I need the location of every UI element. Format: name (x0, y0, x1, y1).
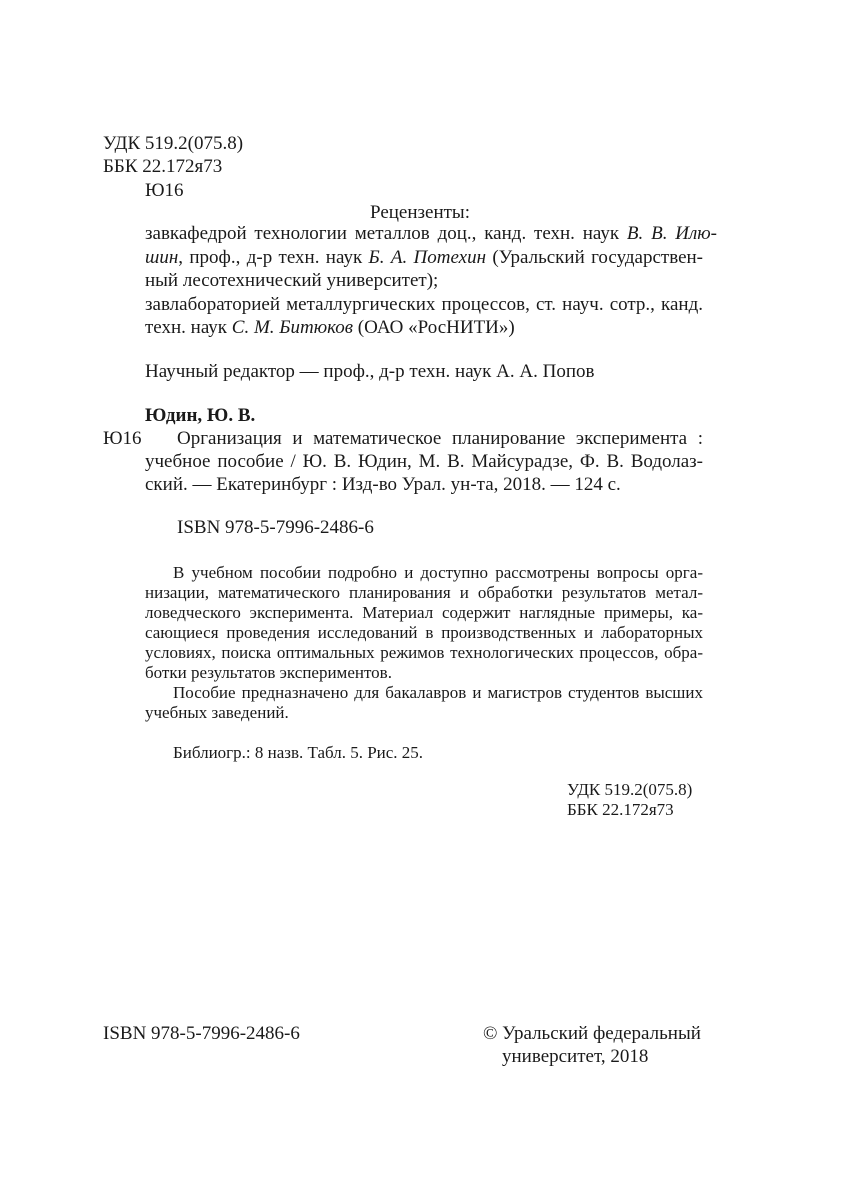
abstract-line: условиях, поиска оптимальных режимов технологических процессов, обра- (145, 643, 703, 662)
footer-isbn: ISBN 978-5-7996-2486-6 (103, 1023, 300, 1044)
record-isbn: ISBN 978-5-7996-2486-6 (177, 517, 374, 538)
reviewer-2-org: (ОАО «РосНИТИ») (353, 317, 515, 338)
reviewers-title: Рецензенты: (370, 202, 470, 223)
reviewer-1-position: завкафедрой технологии металлов доц., канд. техн. наук (145, 223, 627, 244)
reviewer-1-line-2 (145, 248, 703, 267)
bibliography-summary: Библиогр.: 8 назв. Табл. 5. Рис. 25. (173, 743, 424, 762)
reviewer-1-name-part: В. В. Илю- (626, 223, 717, 244)
abstract-line: низации, математического планирования и обработки результатов метал- (145, 583, 703, 602)
reviewer-1-line-3: ный лесотехнический университет); (145, 270, 439, 291)
header-bbk: ББК 22.172я73 (103, 156, 223, 177)
record-code: Ю16 (103, 428, 142, 449)
header-udk: УДК 519.2(075.8) (103, 133, 244, 154)
record-title-line-1: Организация и математическое планирование эксперимента : (177, 428, 703, 449)
abstract-line: В учебном пособии подробно и доступно рассмотрены вопросы орга- (173, 563, 703, 582)
reviewer-2-line-2 (145, 318, 515, 337)
record-title-line-3: ский. — Екатеринбург : Изд-во Урал. ун-та, 2018. — 124 с. (145, 474, 621, 495)
reviewer-2a-position: , проф., д-р техн. наук (178, 247, 369, 268)
scientific-editor: Научный редактор — проф., д-р техн. наук А. А. Попов (145, 361, 595, 382)
abstract-audience-line: Пособие предназначено для бакалавров и магистров студентов высших (173, 683, 703, 702)
abstract-line: ботки результатов экспериментов. (145, 663, 392, 682)
reviewer-2a-name: Б. А. Потехин (368, 247, 487, 268)
reviewer-1-line-1 (145, 224, 717, 243)
reviewer-org-part: (Уральский государствен- (486, 247, 703, 268)
reviewer-2-name: С. М. Битюков (231, 317, 354, 338)
reviewer-2-degree: техн. наук (145, 317, 232, 338)
classification-udk: УДК 519.2(075.8) (567, 780, 693, 799)
reviewer-1-name-end: шин (145, 247, 179, 268)
footer-copyright-year: университет, 2018 (502, 1046, 649, 1067)
header-code: Ю16 (145, 180, 184, 201)
abstract-line: ловедческого эксперимента. Материал содержит наглядные примеры, ка- (145, 603, 703, 622)
reviewer-2-line-1: завлабораторией металлургических процессов, ст. науч. сотр., канд. (145, 294, 703, 315)
classification-bbk: ББК 22.172я73 (567, 800, 674, 819)
record-title-line-2: учебное пособие / Ю. В. Юдин, М. В. Майсурадзе, Ф. В. Водолаз- (145, 451, 703, 472)
record-author: Юдин, Ю. В. (145, 405, 256, 426)
footer-copyright: © Уральский федеральный (483, 1023, 701, 1044)
abstract-audience-line: учебных заведений. (145, 703, 289, 722)
abstract-line: сающиеся проведения исследований в производственных и лабораторных (145, 623, 703, 642)
